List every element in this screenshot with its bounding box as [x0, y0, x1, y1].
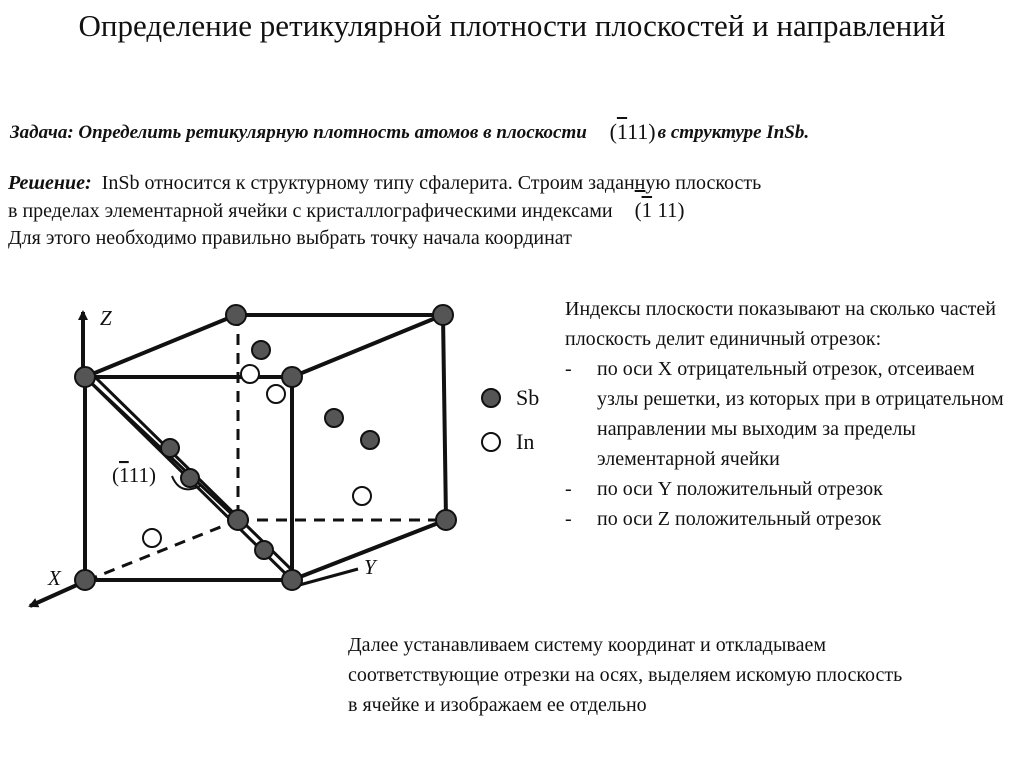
- legend-sb-marker: [482, 389, 500, 407]
- solution-label: Решение:: [8, 172, 92, 194]
- sb-atom: [181, 469, 199, 487]
- solution-plane-index: (1 11): [634, 198, 685, 222]
- sb-atom: [433, 305, 453, 325]
- conclusion-text: Далее устанавливаем систему координат и откладываем соответствующие отрезки на осях, выделяем искомую плоскость в ячейке и изображаем ее отдельно: [348, 634, 903, 716]
- sb-atom: [282, 570, 302, 590]
- sb-atom: [75, 570, 95, 590]
- solution-line-1: Решение: InSb относится к структурному типу сфалерита. Строим заданную плоскость: [8, 172, 762, 194]
- axis-label-x: X: [48, 566, 61, 590]
- sb-atom: [226, 305, 246, 325]
- in-atom: [143, 529, 161, 547]
- unit-cell-diagram: [0, 290, 560, 630]
- in-atom: [353, 487, 371, 505]
- axis-label-z: Z: [100, 306, 112, 330]
- slide-title: Определение ретикулярной плотности плоскостей и направлений: [78, 8, 946, 43]
- sb-atom: [161, 439, 179, 457]
- plane-index-explanation: [565, 294, 1015, 534]
- sb-atom: [361, 431, 379, 449]
- in-atom: [241, 365, 259, 383]
- sb-atom: [255, 541, 273, 559]
- legend: [482, 385, 539, 454]
- legend-in-marker: [482, 433, 500, 451]
- x-axis-dashed: [88, 520, 238, 580]
- sb-atom: [228, 510, 248, 530]
- task-tail: в структуре InSb.: [657, 122, 810, 143]
- in-atom: [267, 385, 285, 403]
- legend-in-label: In: [516, 429, 535, 454]
- sb-atom: [325, 409, 343, 427]
- explanation-intro: Индексы плоскости показывают на сколько частей плоскость делит единичный отрезок:: [565, 298, 996, 350]
- task-text: Определить ретикулярную плотность атомов в плоскости: [78, 122, 587, 143]
- sb-atoms: [75, 305, 456, 590]
- sb-atom: [436, 510, 456, 530]
- solution-block: [8, 170, 1008, 252]
- task-plane-index: (111): [609, 119, 656, 144]
- solution-line-3: Для этого необходимо правильно выбрать точку начала координат: [8, 227, 572, 249]
- sb-atom: [282, 367, 302, 387]
- explanation-item-x: - по оси X отрицательный отрезок, отсеиваем узлы решетки, из которых при в отрицательном направлении мы выходим за пределы элементарной ячейки: [565, 358, 1004, 470]
- axis-label-y: Y: [364, 555, 376, 579]
- task-label: Задача:: [10, 122, 74, 143]
- explanation-item-z: - по оси Z положительный отрезок: [565, 508, 882, 530]
- sb-atom: [75, 367, 95, 387]
- solution-line-2: в пределах элементарной ячейки с кристаллографическими индексами (1 11): [8, 198, 685, 222]
- sb-atom: [252, 341, 270, 359]
- task-statement: [10, 118, 1020, 144]
- explanation-item-y: - по оси Y положительный отрезок: [565, 478, 883, 500]
- plane-label: (111): [112, 463, 156, 487]
- legend-sb-label: Sb: [516, 385, 540, 410]
